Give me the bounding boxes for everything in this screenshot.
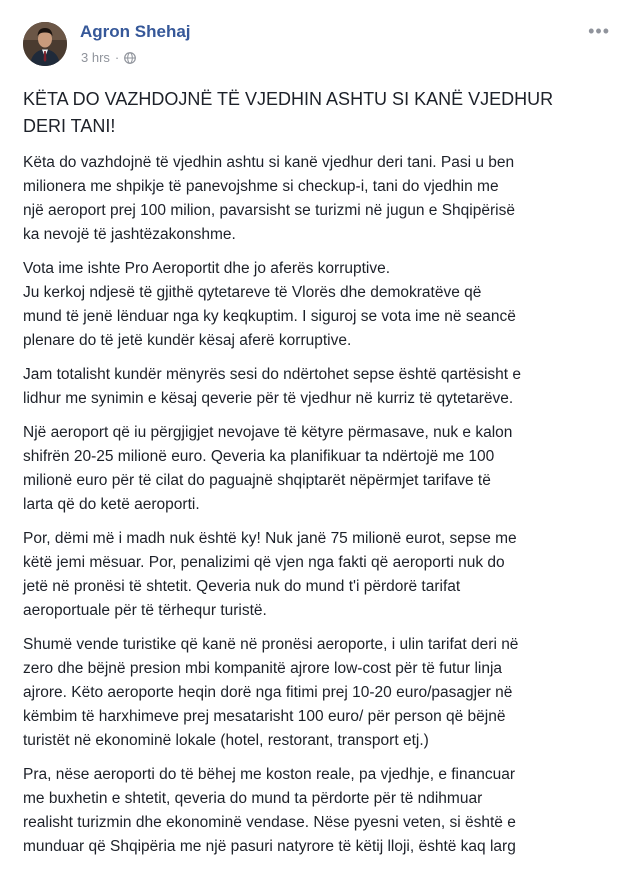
- paragraph-line: Këta do vazhdojnë të vjedhin ashtu si kanë vjedhur deri tani. Pasi u ben: [23, 154, 515, 171]
- paragraph-line: një aeroport prej 100 milion, pavarsisht se turizmi në jugun e Shqipërisë: [23, 202, 515, 219]
- paragraph-line: munduar që Shqipëria me një pasuri natyrore të këtij lloji, është kaq larg: [23, 838, 516, 855]
- post-header: [0, 0, 620, 78]
- post-paragraph: [23, 151, 613, 247]
- author-name[interactable]: Agron Shehaj: [80, 22, 191, 41]
- paragraph-line: Një aeroport që iu përgjigjet nevojave të këtyre përmasave, nuk e kalon: [23, 424, 513, 441]
- paragraph-line: milionera me shpikje të panevojshme si checkup-i, tani do vjedhin me: [23, 178, 499, 195]
- paragraph-line: Ju kerkoj ndjesë të gjithë qytetareve të Vlorës dhe demokratëve që: [23, 284, 482, 301]
- paragraph-line: Por, dëmi më i madh nuk është ky! Nuk janë 75 milionë eurot, sepse me: [23, 530, 517, 547]
- paragraph-line: zero dhe bëjnë presion mbi kompanitë ajrore low-cost për të futur linja: [23, 660, 503, 677]
- paragraph-line: mund të jenë lënduar nga ky keqkuptim. I siguroj se vota ime në seancë: [23, 308, 516, 325]
- avatar[interactable]: [23, 22, 67, 66]
- paragraph-line: Jam totalisht kundër mënyrës sesi do ndërtohet sepse është qartësisht e: [23, 366, 521, 383]
- headline-line: KËTA DO VAZHDOJNË TË VJEDHIN ASHTU SI KANË VJEDHUR: [23, 89, 554, 109]
- post-paragraph: [23, 257, 613, 353]
- meta-separator: ·: [114, 50, 120, 65]
- paragraph-line: këtë jemi mësuar. Por, penalizimi që vjen nga fakti që aeroporti nuk do: [23, 554, 505, 571]
- paragraph-line: shifrën 20-25 milionë euro. Qeveria ka planifikuar ta ndërtojë me 100: [23, 448, 495, 465]
- post-meta: [81, 50, 136, 65]
- paragraph-line: realisht turizmin dhe ekonominë vendase. Nëse pyesni veten, si është e: [23, 814, 516, 831]
- paragraph-line: aeroportuale për të tërhequr turistë.: [23, 602, 267, 619]
- paragraph-line: lidhur me synimin e kësaj qeverie për të vjedhur në kurriz të qytetarëve.: [23, 390, 514, 407]
- globe-icon[interactable]: [124, 52, 136, 64]
- post-paragraph: [23, 763, 613, 859]
- paragraph-line: Vota ime ishte Pro Aeroportit dhe jo aferës korruptive.: [23, 260, 391, 277]
- post-timestamp[interactable]: 3 hrs: [81, 50, 110, 65]
- paragraph-line: Shumë vende turistike që kanë në pronësi aeroporte, i ulin tarifat deri në: [23, 636, 519, 653]
- paragraph-line: me buxhetin e shtetit, qeveria do mund ta përdorte për të ndihmuar: [23, 790, 483, 807]
- headline-line: DERI TANI!: [23, 116, 116, 136]
- paragraph-line: turistët në ekonominë lokale (hotel, restorant, transport etj.): [23, 732, 429, 749]
- post-paragraph: [23, 633, 613, 753]
- post-paragraph: [23, 527, 613, 623]
- paragraph-line: milionë euro për të cilat do paguajnë shqiptarët nëpërmjet tarifave të: [23, 472, 491, 489]
- paragraph-line: këmbim të harxhimeve prej mesatarisht 100 euro/ për person që bëjnë: [23, 708, 506, 725]
- post-paragraph: [23, 421, 613, 517]
- post-headline: [23, 86, 613, 140]
- paragraph-line: ka nevojë të jashtëzakonshme.: [23, 226, 236, 243]
- paragraph-line: ajrore. Këto aeroporte heqin dorë nga fitimi prej 10-20 euro/pasagjer në: [23, 684, 513, 701]
- post-paragraph: [23, 363, 613, 411]
- post-body: [23, 86, 613, 869]
- paragraph-line: larta që do ketë aeroporti.: [23, 496, 200, 513]
- paragraph-line: jetë në pronësi të shtetit. Qeveria nuk do mund t'i përdorë tarifat: [23, 578, 461, 595]
- more-options-icon[interactable]: •••: [588, 21, 610, 41]
- paragraph-line: Pra, nëse aeroporti do të bëhej me koston reale, pa vjedhje, e financuar: [23, 766, 516, 783]
- paragraph-line: plenare do të jetë kundër kësaj aferë korruptive.: [23, 332, 352, 349]
